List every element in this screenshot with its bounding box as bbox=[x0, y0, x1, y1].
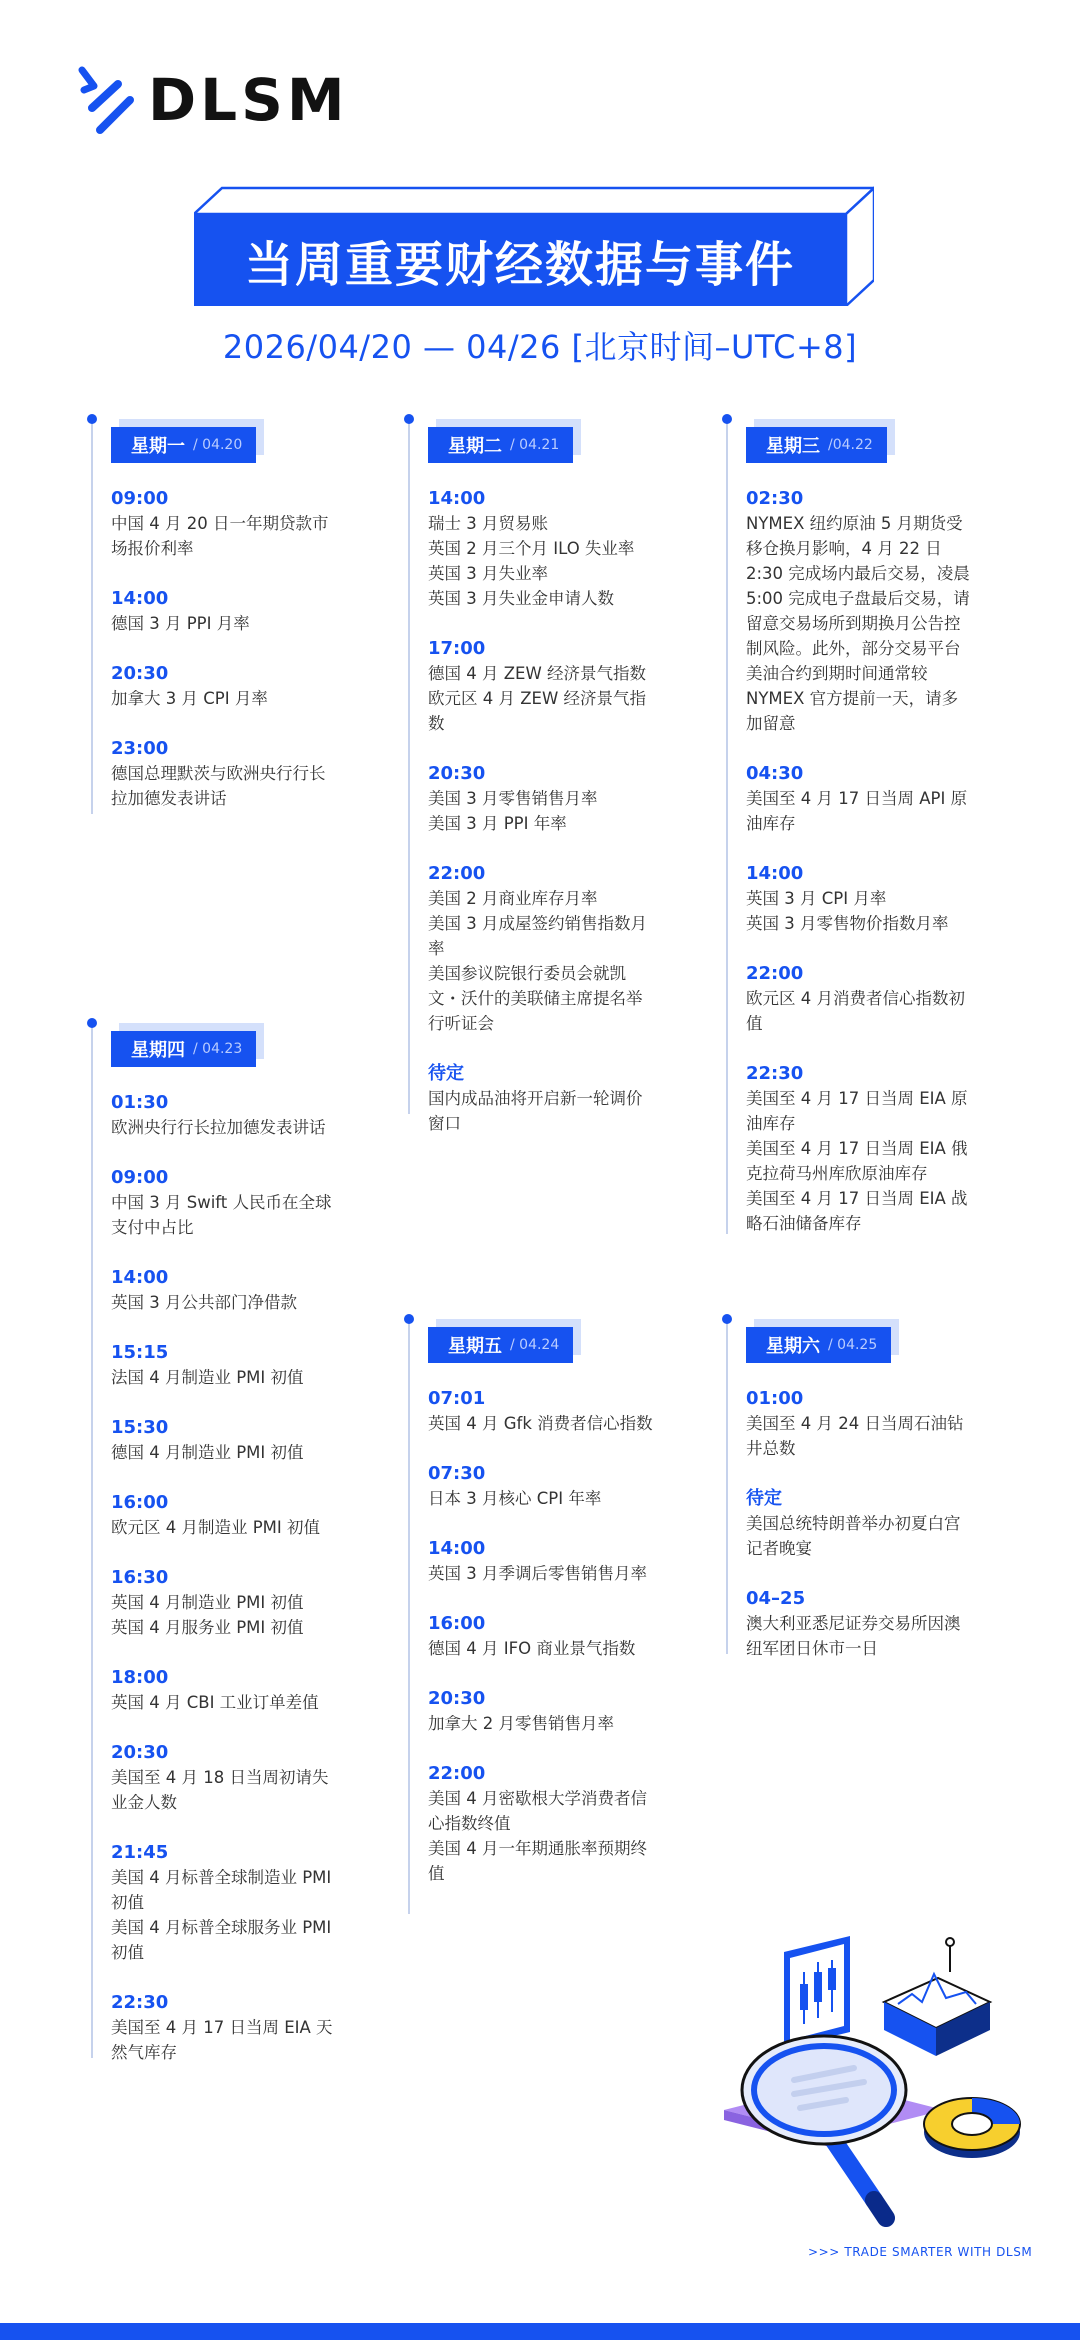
event-item bbox=[428, 1761, 678, 1886]
event-time: 20:30 bbox=[111, 1742, 169, 1763]
event-item bbox=[746, 1486, 996, 1561]
event-time: 14:00 bbox=[746, 863, 804, 884]
event-text: 加拿大 3 月 CPI 月率 bbox=[111, 689, 268, 708]
event-item bbox=[746, 1586, 996, 1661]
event-text: 英国 3 月季调后零售销售月率 bbox=[428, 1564, 647, 1583]
day-date: / 04.23 bbox=[193, 1041, 243, 1057]
brand-name: DLSM bbox=[148, 66, 349, 134]
event-text: 美国至 4 月 17 日当周 EIA 俄 bbox=[746, 1139, 968, 1158]
event-text: 美国至 4 月 17 日当周 EIA 战 bbox=[746, 1189, 968, 1208]
event-text: 英国 4 月 CBI 工业订单差值 bbox=[111, 1693, 319, 1712]
timeline-dot bbox=[404, 414, 414, 424]
event-text: NYMEX 纽约原油 5 月期货受 bbox=[746, 514, 963, 533]
event-item bbox=[111, 1165, 361, 1240]
day-name: 星期三 bbox=[766, 436, 820, 457]
event-time: 04:30 bbox=[746, 763, 804, 784]
event-text: 留意交易场所到期换月公告控 bbox=[746, 614, 961, 633]
event-time: 18:00 bbox=[111, 1667, 169, 1688]
event-text: 井总数 bbox=[746, 1439, 796, 1458]
event-text: 英国 4 月制造业 PMI 初值 bbox=[111, 1593, 304, 1612]
event-text: 英国 3 月失业率 bbox=[428, 564, 548, 583]
event-item bbox=[111, 1740, 361, 1815]
event-text: 美国 4 月标普全球制造业 PMI bbox=[111, 1868, 332, 1887]
event-time: 15:15 bbox=[111, 1342, 169, 1363]
event-text: 美国总统特朗普举办初夏白宫 bbox=[746, 1514, 961, 1533]
event-text: 日本 3 月核心 CPI 年率 bbox=[428, 1489, 602, 1508]
event-time: 16:00 bbox=[111, 1492, 169, 1513]
event-text: 数 bbox=[428, 714, 445, 733]
date-range: 2026/04/20 — 04/26 [北京时间–UTC+8] bbox=[222, 328, 858, 366]
event-text: 德国 4 月制造业 PMI 初值 bbox=[111, 1443, 304, 1462]
event-text: 美国 3 月 PPI 年率 bbox=[428, 814, 567, 833]
event-time: 23:00 bbox=[111, 738, 169, 759]
event-text: 心指数终值 bbox=[428, 1814, 511, 1833]
event-text: 克拉荷马州库欣原油库存 bbox=[746, 1164, 928, 1183]
event-text: 美国 4 月标普全球服务业 PMI bbox=[111, 1918, 332, 1937]
event-text: 率 bbox=[428, 939, 445, 958]
timeline-dot bbox=[722, 414, 732, 424]
event-time: 20:30 bbox=[428, 763, 486, 784]
event-item bbox=[428, 636, 678, 736]
event-text: 德国总理默茨与欧洲央行行长 bbox=[111, 764, 326, 783]
day-tag bbox=[746, 1327, 891, 1363]
day-tag bbox=[111, 427, 256, 463]
event-text: 中国 4 月 20 日一年期贷款市 bbox=[111, 514, 329, 533]
event-item bbox=[746, 486, 996, 736]
event-item bbox=[746, 1061, 996, 1236]
event-item bbox=[111, 1340, 361, 1390]
event-time: 22:30 bbox=[746, 1063, 804, 1084]
event-text: 欧元区 4 月 ZEW 经济景气指 bbox=[428, 689, 647, 708]
event-text: NYMEX 官方提前一天，请多 bbox=[746, 689, 959, 708]
event-time: 16:30 bbox=[111, 1567, 169, 1588]
event-item bbox=[428, 486, 678, 611]
event-text: 2:30 完成场内最后交易，凌晨 bbox=[746, 564, 970, 583]
day-date: / 04.24 bbox=[510, 1337, 560, 1353]
bottom-bar bbox=[0, 2323, 1080, 2340]
event-item bbox=[428, 1611, 678, 1661]
day-tag bbox=[428, 427, 573, 463]
timeline-dot bbox=[722, 1314, 732, 1324]
event-text: 英国 4 月服务业 PMI 初值 bbox=[111, 1618, 304, 1637]
event-item bbox=[111, 1665, 361, 1715]
footer-slogan: >>> TRADE SMARTER WITH DLSM bbox=[808, 2245, 1033, 2259]
event-time: 09:00 bbox=[111, 488, 169, 509]
day-name: 星期六 bbox=[766, 1336, 820, 1357]
event-time: 07:30 bbox=[428, 1463, 486, 1484]
event-item bbox=[111, 486, 361, 561]
event-text: 美国至 4 月 17 日当周 API 原 bbox=[746, 789, 968, 808]
event-item bbox=[746, 1386, 996, 1461]
event-text: 业金人数 bbox=[111, 1793, 177, 1812]
event-item bbox=[111, 1840, 361, 1965]
event-text: 欧洲央行行长拉加德发表讲话 bbox=[111, 1118, 326, 1137]
event-time: 14:00 bbox=[428, 1538, 486, 1559]
event-text: 英国 3 月 CPI 月率 bbox=[746, 889, 887, 908]
event-text: 欧元区 4 月制造业 PMI 初值 bbox=[111, 1518, 321, 1537]
event-text: 5:00 完成电子盘最后交易，请 bbox=[746, 589, 970, 608]
event-time: 21:45 bbox=[111, 1842, 169, 1863]
day-name: 星期五 bbox=[448, 1336, 502, 1357]
event-time: 22:00 bbox=[428, 1763, 486, 1784]
day-date: / 04.25 bbox=[828, 1337, 878, 1353]
event-item bbox=[746, 761, 996, 836]
event-text: 初值 bbox=[111, 1893, 144, 1912]
event-text: 加留意 bbox=[746, 714, 796, 733]
event-text: 英国 4 月 Gfk 消费者信心指数 bbox=[428, 1414, 653, 1433]
timeline-dot bbox=[87, 414, 97, 424]
day-name: 星期四 bbox=[131, 1040, 185, 1061]
event-item bbox=[428, 1686, 678, 1736]
event-text: 加拿大 2 月零售销售月率 bbox=[428, 1714, 614, 1733]
event-item bbox=[111, 1990, 361, 2065]
event-time: 14:00 bbox=[111, 588, 169, 609]
event-text: 德国 3 月 PPI 月率 bbox=[111, 614, 250, 633]
brand-logo bbox=[78, 64, 349, 136]
event-item bbox=[111, 1090, 361, 1140]
magnifier-icon bbox=[742, 2036, 906, 2218]
event-item bbox=[111, 1565, 361, 1640]
event-text: 制风险。此外，部分交易平台 bbox=[746, 639, 961, 658]
event-list bbox=[428, 1386, 678, 1911]
event-text: 值 bbox=[428, 1864, 445, 1883]
page-title: 当周重要财经数据与事件 bbox=[244, 236, 795, 293]
event-text: 窗口 bbox=[428, 1114, 461, 1133]
event-text: 德国 4 月 IFO 商业景气指数 bbox=[428, 1639, 636, 1658]
day-tag bbox=[428, 1327, 573, 1363]
event-time: 20:30 bbox=[111, 663, 169, 684]
event-text: 然气库存 bbox=[111, 2043, 177, 2062]
event-item bbox=[428, 1386, 678, 1436]
event-text: 美国至 4 月 17 日当周 EIA 原 bbox=[746, 1089, 968, 1108]
event-time: 22:00 bbox=[428, 863, 486, 884]
event-list bbox=[111, 1090, 361, 2090]
event-text: 美国至 4 月 18 日当周初请失 bbox=[111, 1768, 329, 1787]
event-text: 值 bbox=[746, 1014, 763, 1033]
event-text: 初值 bbox=[111, 1943, 144, 1962]
event-item bbox=[428, 761, 678, 836]
donut-chart-illustration bbox=[924, 2098, 1020, 2158]
day-tag bbox=[111, 1031, 256, 1067]
event-time: 04–25 bbox=[746, 1588, 806, 1609]
event-item bbox=[746, 861, 996, 936]
event-time: 14:00 bbox=[111, 1267, 169, 1288]
event-text: 英国 3 月零售物价指数月率 bbox=[746, 914, 949, 933]
day-date: / 04.21 bbox=[510, 437, 560, 453]
event-text: 油库存 bbox=[746, 814, 796, 833]
event-text: 场报价利率 bbox=[111, 539, 194, 558]
event-item bbox=[428, 1061, 678, 1136]
event-text: 美国 2 月商业库存月率 bbox=[428, 889, 598, 908]
day-name: 星期二 bbox=[448, 436, 502, 457]
day-date: / 04.20 bbox=[193, 437, 243, 453]
event-text: 美国 3 月成屋签约销售指数月 bbox=[428, 914, 647, 933]
event-time: 22:00 bbox=[746, 963, 804, 984]
event-time: 16:00 bbox=[428, 1613, 486, 1634]
event-list bbox=[428, 486, 678, 1161]
event-text: 油库存 bbox=[746, 1114, 796, 1133]
event-item bbox=[746, 961, 996, 1036]
event-list bbox=[746, 1386, 996, 1686]
event-text: 拉加德发表讲话 bbox=[111, 789, 227, 808]
event-text: 行听证会 bbox=[428, 1014, 494, 1033]
event-text: 纽军团日休市一日 bbox=[746, 1639, 878, 1658]
timeline-dot bbox=[404, 1314, 414, 1324]
event-item bbox=[111, 1265, 361, 1315]
event-text: 欧元区 4 月消费者信心指数初 bbox=[746, 989, 965, 1008]
event-item bbox=[428, 1461, 678, 1511]
event-time: 20:30 bbox=[428, 1688, 486, 1709]
event-time: 22:30 bbox=[111, 1992, 169, 2013]
event-list bbox=[746, 486, 996, 1261]
event-text: 英国 3 月公共部门净借款 bbox=[111, 1293, 297, 1312]
event-text: 中国 3 月 Swift 人民币在全球 bbox=[111, 1193, 332, 1212]
day-date: /04.22 bbox=[828, 437, 873, 453]
day-tag bbox=[746, 427, 887, 463]
event-time: 07:01 bbox=[428, 1388, 486, 1409]
timeline-dot bbox=[87, 1018, 97, 1028]
event-time: 14:00 bbox=[428, 488, 486, 509]
event-list bbox=[111, 486, 361, 836]
event-time: 02:30 bbox=[746, 488, 804, 509]
event-text: 德国 4 月 ZEW 经济景气指数 bbox=[428, 664, 647, 683]
event-item bbox=[111, 661, 361, 711]
event-text: 瑞士 3 月贸易账 bbox=[428, 514, 548, 533]
event-item bbox=[111, 586, 361, 636]
event-text: 支付中占比 bbox=[111, 1218, 194, 1237]
event-item bbox=[428, 1536, 678, 1586]
event-text: 国内成品油将开启新一轮调价 bbox=[428, 1089, 643, 1108]
event-time: 09:00 bbox=[111, 1167, 169, 1188]
event-text: 移仓换月影响，4 月 22 日 bbox=[746, 539, 942, 558]
dlsm-logo-icon bbox=[78, 64, 134, 136]
event-text: 英国 2 月三个月 ILO 失业率 bbox=[428, 539, 635, 558]
event-time: 15:30 bbox=[111, 1417, 169, 1438]
event-text: 略石油储备库存 bbox=[746, 1214, 862, 1233]
event-text: 美国至 4 月 17 日当周 EIA 天 bbox=[111, 2018, 333, 2037]
event-text: 记者晚宴 bbox=[746, 1539, 812, 1558]
event-item bbox=[111, 1415, 361, 1465]
event-text: 美油合约到期时间通常较 bbox=[746, 664, 928, 683]
event-time: 01:00 bbox=[746, 1388, 804, 1409]
title-banner bbox=[194, 186, 874, 306]
event-item bbox=[428, 861, 678, 1036]
event-text: 美国 4 月一年期通胀率预期终 bbox=[428, 1839, 647, 1858]
event-text: 澳大利亚悉尼证券交易所因澳 bbox=[746, 1614, 961, 1633]
event-time: 待定 bbox=[428, 1063, 464, 1084]
event-time: 17:00 bbox=[428, 638, 486, 659]
event-item bbox=[111, 1490, 361, 1540]
event-text: 英国 3 月失业金申请人数 bbox=[428, 589, 614, 608]
event-text: 美国 4 月密歇根大学消费者信 bbox=[428, 1789, 647, 1808]
event-time: 待定 bbox=[746, 1488, 782, 1509]
event-text: 文・沃什的美联储主席提名举 bbox=[428, 989, 643, 1008]
event-text: 美国至 4 月 24 日当周石油钻 bbox=[746, 1414, 964, 1433]
event-text: 美国 3 月零售销售月率 bbox=[428, 789, 598, 808]
event-text: 美国参议院银行委员会就凯 bbox=[428, 964, 626, 983]
candlestick-chart-illustration bbox=[784, 1936, 850, 2048]
day-name: 星期一 bbox=[131, 436, 185, 457]
magnifier-illustration bbox=[714, 1932, 1034, 2232]
event-time: 01:30 bbox=[111, 1092, 169, 1113]
event-text: 法国 4 月制造业 PMI 初值 bbox=[111, 1368, 304, 1387]
event-item bbox=[111, 736, 361, 811]
